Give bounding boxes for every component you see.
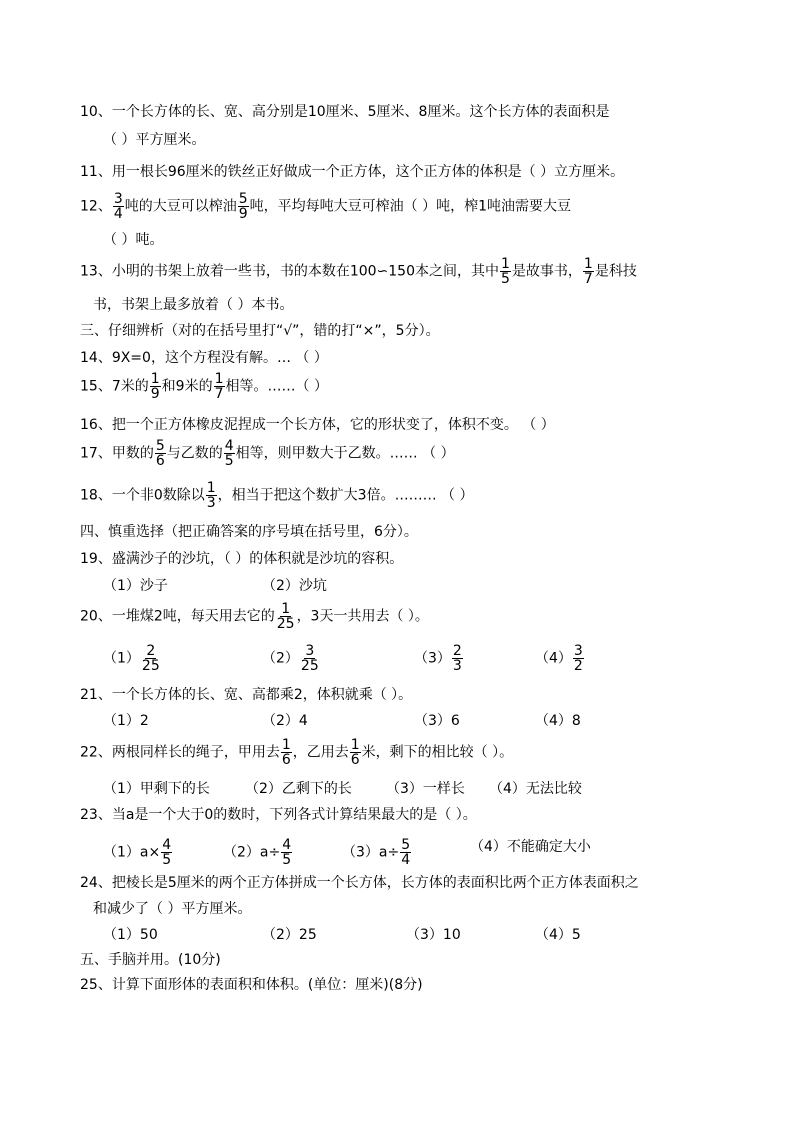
q21-option-4: （4）8 (535, 713, 581, 729)
q22-option-2: （2）乙剩下的长 (245, 781, 352, 797)
fraction-5-6: $\frac{5}{6}$ (155, 438, 165, 469)
q19-option-1: （1）沙子 (103, 578, 168, 594)
q25: 25、计算下面形体的表面积和体积。(单位：厘米)(8分) (80, 977, 423, 993)
q16: 16、把一个正方体橡皮泥捏成一个长方体，它的形状变了，体积不变。 （ ） (80, 417, 555, 433)
q19-option-2: （2）沙坑 (262, 578, 327, 594)
fraction-4-5: $\frac{4}{5}$ (224, 438, 234, 469)
fraction-1-7: $\frac{1}{7}$ (583, 256, 593, 287)
q19: 19、盛满沙子的沙坑，（ ）的体积就是沙坑的容积。 (80, 551, 404, 567)
q20: 20、一堆煤2吨，每天用去它的 $\frac{1}{25}$ ，3天一共用去（ ）。 (80, 601, 429, 632)
fraction-3-4: $\frac{3}{4}$ (113, 191, 123, 222)
q23-option-4: （4）不能确定大小 (470, 839, 591, 855)
fraction-1-9: $\frac{1}{9}$ (150, 371, 160, 402)
q20-option-3: （3） $\frac{2}{3}$ (414, 643, 462, 674)
q23-option-2: （2）a÷ $\frac{4}{5}$ (223, 837, 292, 868)
q15: 15、7米的 $\frac{1}{9}$ 和9米的 $\frac{1}{7}$ 相等。……（ ） (80, 371, 328, 402)
q12-num: 12、 (80, 198, 112, 215)
q21-option-3: （3）6 (414, 713, 460, 729)
q22: 22、两根同样长的绳子，甲用去 $\frac{1}{6}$ ，乙用去 $\frac{1}{6}$ 米，剩下的相比较（ ）。 (80, 737, 514, 768)
q21-option-2: （2）4 (262, 713, 308, 729)
q21: 21、一个长方体的长、宽、高都乘2，体积就乘（ ）。 (80, 687, 413, 703)
q24-option-1: （1）50 (103, 927, 158, 943)
q12-line1: 12、 $\frac{3}{4}$ 吨的大豆可以榨油 $\frac{5}{9}$ 吨，平均每吨大豆可榨油（ ）吨，榨1吨油需要大豆 (80, 191, 572, 222)
q13-line1: 13、小明的书架上放着一些书，书的本数在100∽150本之间，其中 $\frac{1}{5}$ 是故事书， $\frac{1}{7}$ 是科技 (80, 256, 637, 287)
q20-option-4: （4） $\frac{3}{2}$ (535, 643, 583, 674)
q20-option-1: （1） $\frac{2}{25}$ (103, 643, 160, 674)
fraction-1-7: $\frac{1}{7}$ (214, 371, 224, 402)
q13-line2: 书，书架上最多放着（ ）本书。 (93, 297, 294, 313)
section-4-heading: 四、慎重选择（把正确答案的序号填在括号里，6分）。 (80, 524, 418, 540)
q12-line2: （ ）吨。 (103, 232, 164, 248)
fraction-1-25: $\frac{1}{25}$ (276, 601, 295, 632)
q23-option-1: （1）a× $\frac{4}{5}$ (103, 837, 172, 868)
fraction-5-9: $\frac{5}{9}$ (238, 191, 248, 222)
q11: 11、用一根长96厘米的铁丝正好做成一个正方体，这个正方体的体积是（ ）立方厘米。 (80, 164, 625, 180)
q24-line1: 24、把棱长是5厘米的两个正方体拼成一个长方体，长方体的表面积比两个正方体表面积之 (80, 875, 639, 891)
section-3-heading: 三、仔细辨析（对的在括号里打“√”，错的打“×”，5分）。 (80, 323, 440, 339)
fraction-1-6: $\frac{1}{6}$ (281, 737, 291, 768)
q24-option-4: （4）5 (535, 927, 581, 943)
q23: 23、当a是一个大于0的数时，下列各式计算结果最大的是（ ）。 (80, 807, 477, 823)
q23-option-3: （3）a÷ $\frac{5}{4}$ (342, 837, 411, 868)
q24-option-2: （2）25 (262, 927, 317, 943)
q24-line2: 和减少了（ ）平方厘米。 (93, 901, 252, 917)
q21-option-1: （1）2 (103, 713, 149, 729)
q14: 14、9X=0，这个方程没有解。… （ ） (80, 350, 328, 366)
q24-option-3: （3）10 (406, 927, 461, 943)
q10-line1: 10、一个长方体的长、宽、高分别是10厘米、5厘米、8厘米。这个长方体的表面积是 (80, 104, 610, 120)
q22-option-4: （4）无法比较 (489, 781, 582, 797)
fraction-1-6: $\frac{1}{6}$ (350, 737, 360, 768)
q10-line2: （ ）平方厘米。 (103, 132, 206, 148)
section-5-heading: 五、手脑并用。(10分) (80, 952, 221, 968)
q17: 17、甲数的 $\frac{5}{6}$ 与乙数的 $\frac{4}{5}$ 相等，则甲数大于乙数。…… （ ） (80, 438, 455, 469)
q22-option-1: （1）甲剩下的长 (103, 781, 210, 797)
q20-option-2: （2） $\frac{3}{25}$ (262, 643, 319, 674)
fraction-1-3: $\frac{1}{3}$ (206, 480, 216, 511)
fraction-1-5: $\frac{1}{5}$ (501, 256, 510, 287)
q18: 18、一个非0数除以 $\frac{1}{3}$ ，相当于把这个数扩大3倍。……… （ ） (80, 480, 474, 511)
q22-option-3: （3）一样长 (386, 781, 465, 797)
